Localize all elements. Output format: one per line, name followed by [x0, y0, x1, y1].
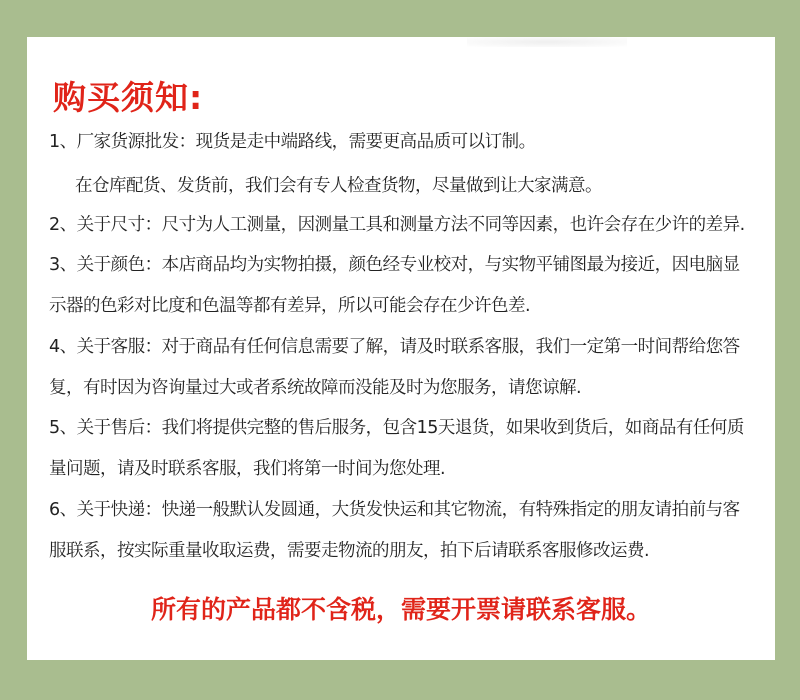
item-6-line-2: 服联系，按实际重量收取运费，需要走物流的朋友，拍下后请联系客服修改运费. — [49, 541, 650, 561]
item-1-line-2: 在仓库配货、发货前，我们会有专人检查货物，尽量做到让大家满意。 — [75, 176, 602, 196]
item-6-line-1: 6、关于快递：快递一般默认发圆通，大货发快运和其它物流，有特殊指定的朋友请拍前与客 — [49, 500, 740, 520]
tax-notice-footer: 所有的产品都不含税，需要开票请联系客服。 — [150, 595, 651, 624]
item-1-line-1: 1、厂家货源批发：现货是走中端路线，需要更高品质可以订制。 — [49, 132, 536, 152]
item-4-line-1: 4、关于客服：对于商品有任何信息需要了解，请及时联系客服，我们一定第一时间帮给您答 — [49, 337, 740, 357]
notice-card — [27, 37, 775, 660]
item-3-line-2: 示器的色彩对比度和色温等都有差异，所以可能会存在少许色差. — [49, 296, 531, 316]
item-3-line-1: 3、关于颜色：本店商品均为实物拍摄，颜色经专业校对，与实物平铺图最为接近，因电脑显 — [49, 255, 740, 275]
notice-title: 购买须知: — [53, 78, 204, 117]
item-2-line-1: 2、关于尺寸：尺寸为人工测量，因测量工具和测量方法不同等因素，也许会存在少许的差异. — [49, 215, 745, 235]
item-5-line-2: 量问题，请及时联系客服，我们将第一时间为您处理. — [49, 459, 446, 479]
light-glare — [467, 37, 627, 47]
item-4-line-2: 复，有时因为咨询量过大或者系统故障而没能及时为您服务，请您谅解. — [49, 378, 582, 398]
item-5-line-1: 5、关于售后：我们将提供完整的售后服务，包含15天退货，如果收到货后，如商品有任何质 — [49, 418, 744, 438]
